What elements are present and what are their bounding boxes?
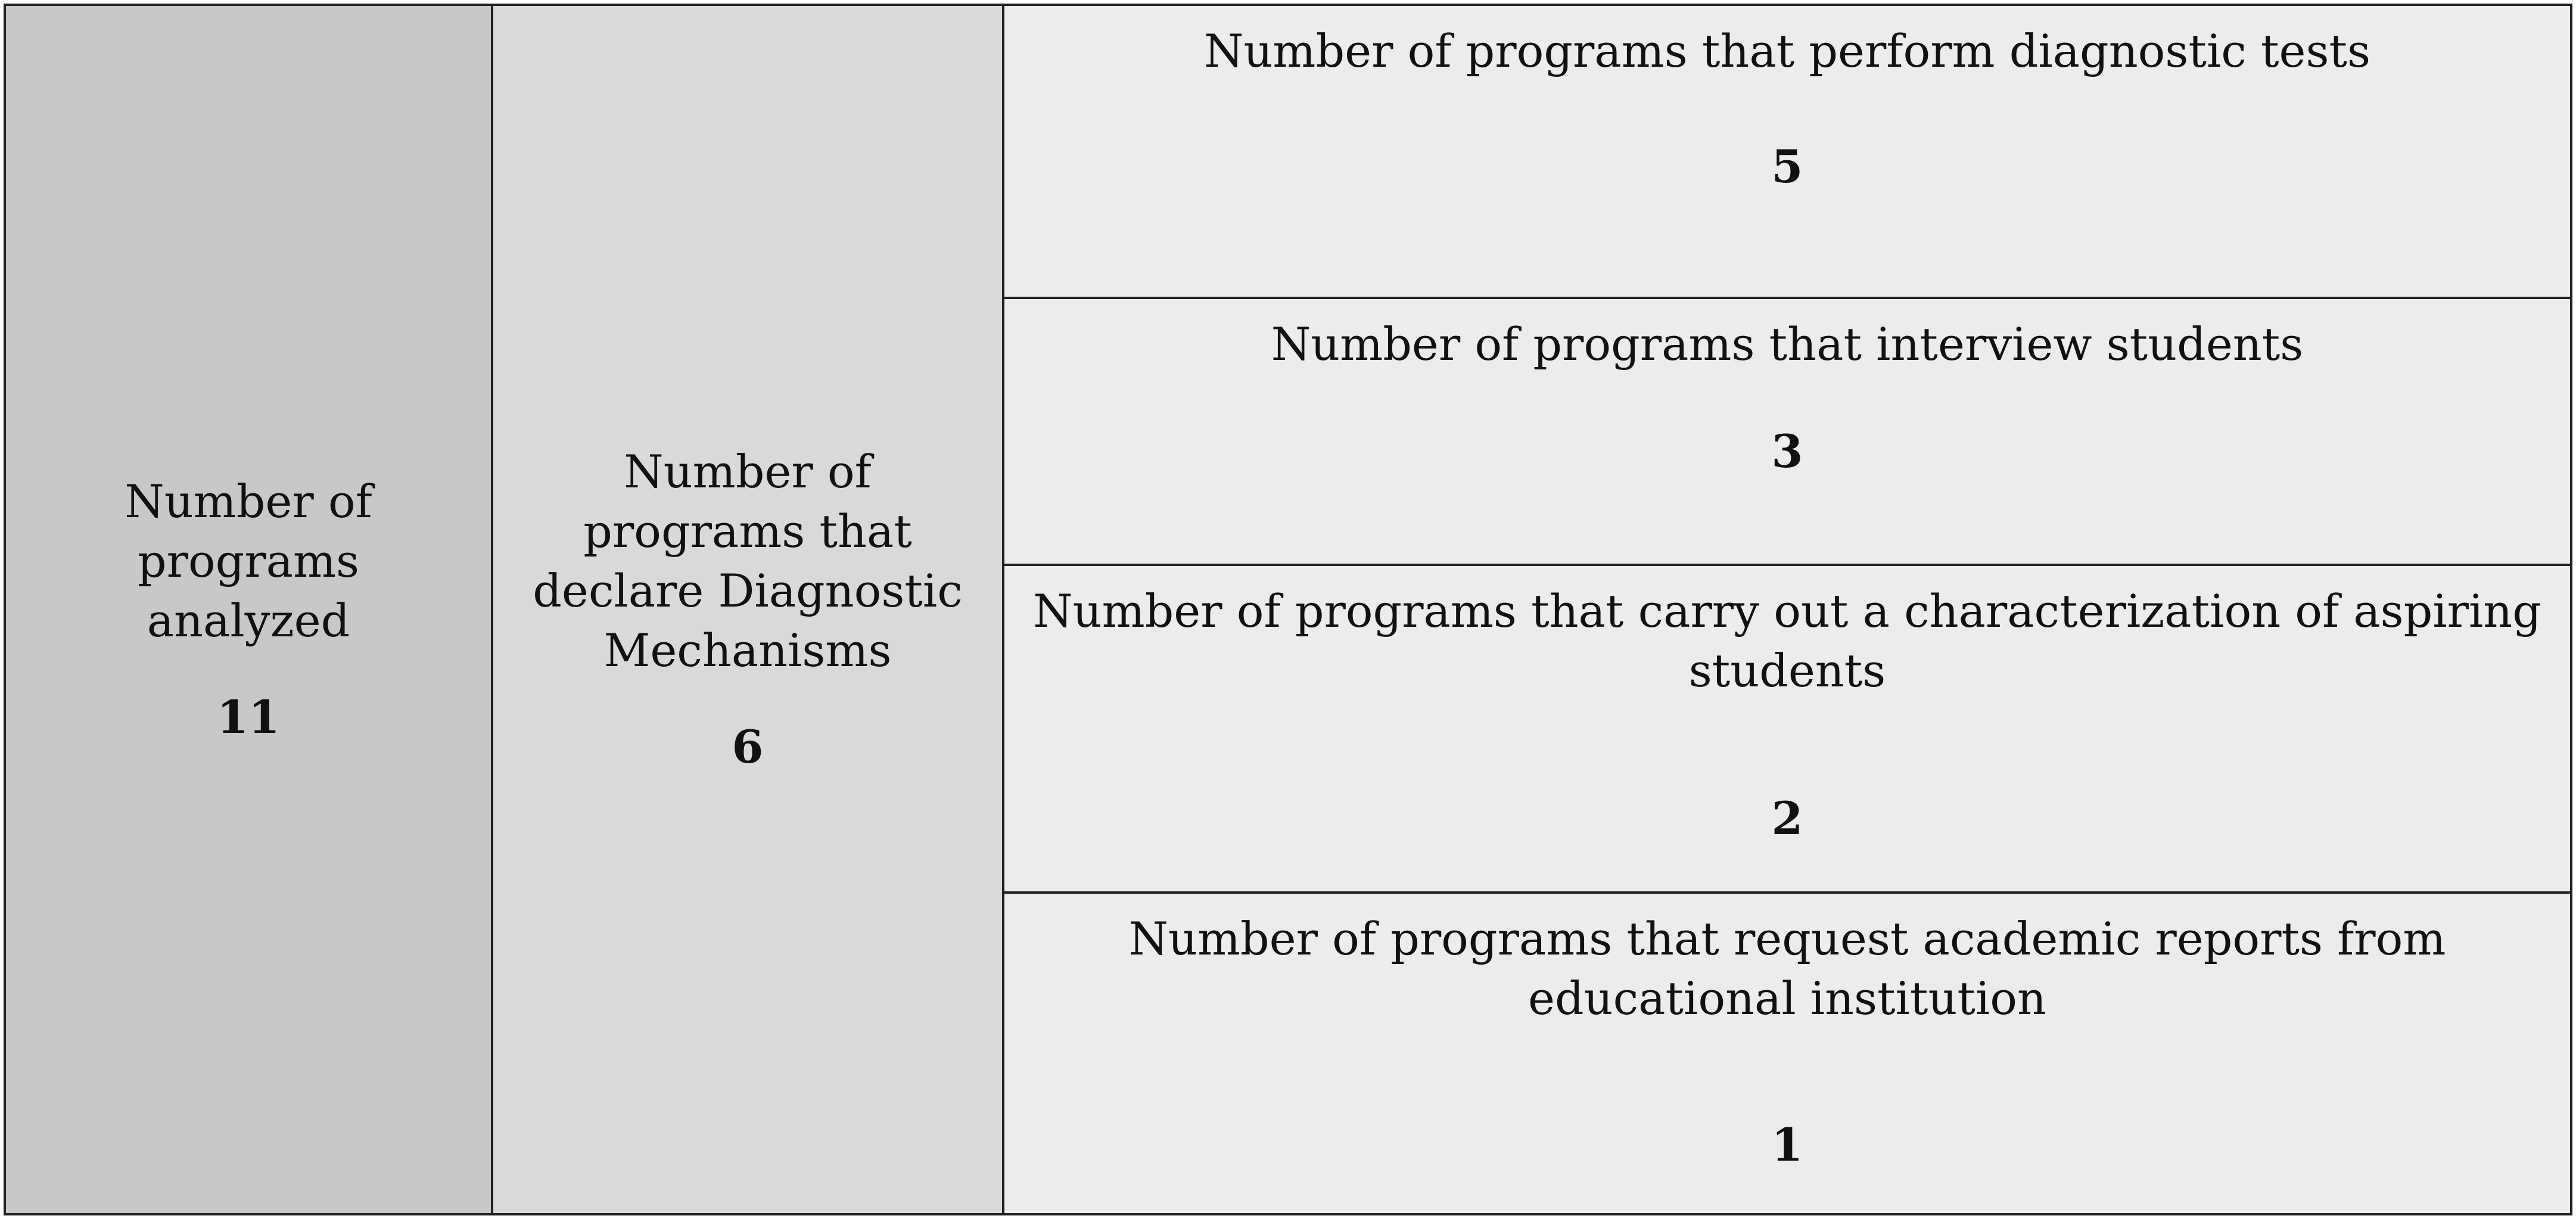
mechanism-value: 5 (1771, 140, 1803, 193)
declare-diagnostic-label: Number of programs that declare Diagnostic Mechanisms (533, 445, 963, 677)
mechanism-cell-academic-reports (1004, 894, 2570, 1213)
declare-diagnostic-cell (493, 6, 1004, 1213)
mechanism-label: Number of programs that perform diagnostic tests (1203, 24, 2371, 77)
mechanism-breakdown (1004, 6, 2570, 1213)
mechanism-cell-diagnostic-tests (1004, 6, 2570, 299)
programs-analyzed-label: Number of programs analyzed (125, 475, 372, 647)
mechanism-value: 2 (1771, 792, 1803, 845)
declare-diagnostic-value: 6 (732, 720, 764, 773)
mechanism-value: 3 (1771, 425, 1803, 478)
diagnostic-mechanisms-table (4, 4, 2572, 1215)
programs-analyzed-value: 11 (217, 691, 280, 744)
mechanism-cell-characterization (1004, 566, 2570, 894)
mechanism-value: 1 (1771, 1118, 1803, 1171)
mechanism-label: Number of programs that carry out a characterization of aspiring students (1033, 584, 2541, 697)
mechanism-label: Number of programs that interview students (1271, 318, 2304, 371)
mechanism-label: Number of programs that request academic reports from educational institution (1128, 912, 2446, 1025)
mechanism-cell-interview (1004, 299, 2570, 566)
programs-analyzed-cell (6, 6, 493, 1213)
